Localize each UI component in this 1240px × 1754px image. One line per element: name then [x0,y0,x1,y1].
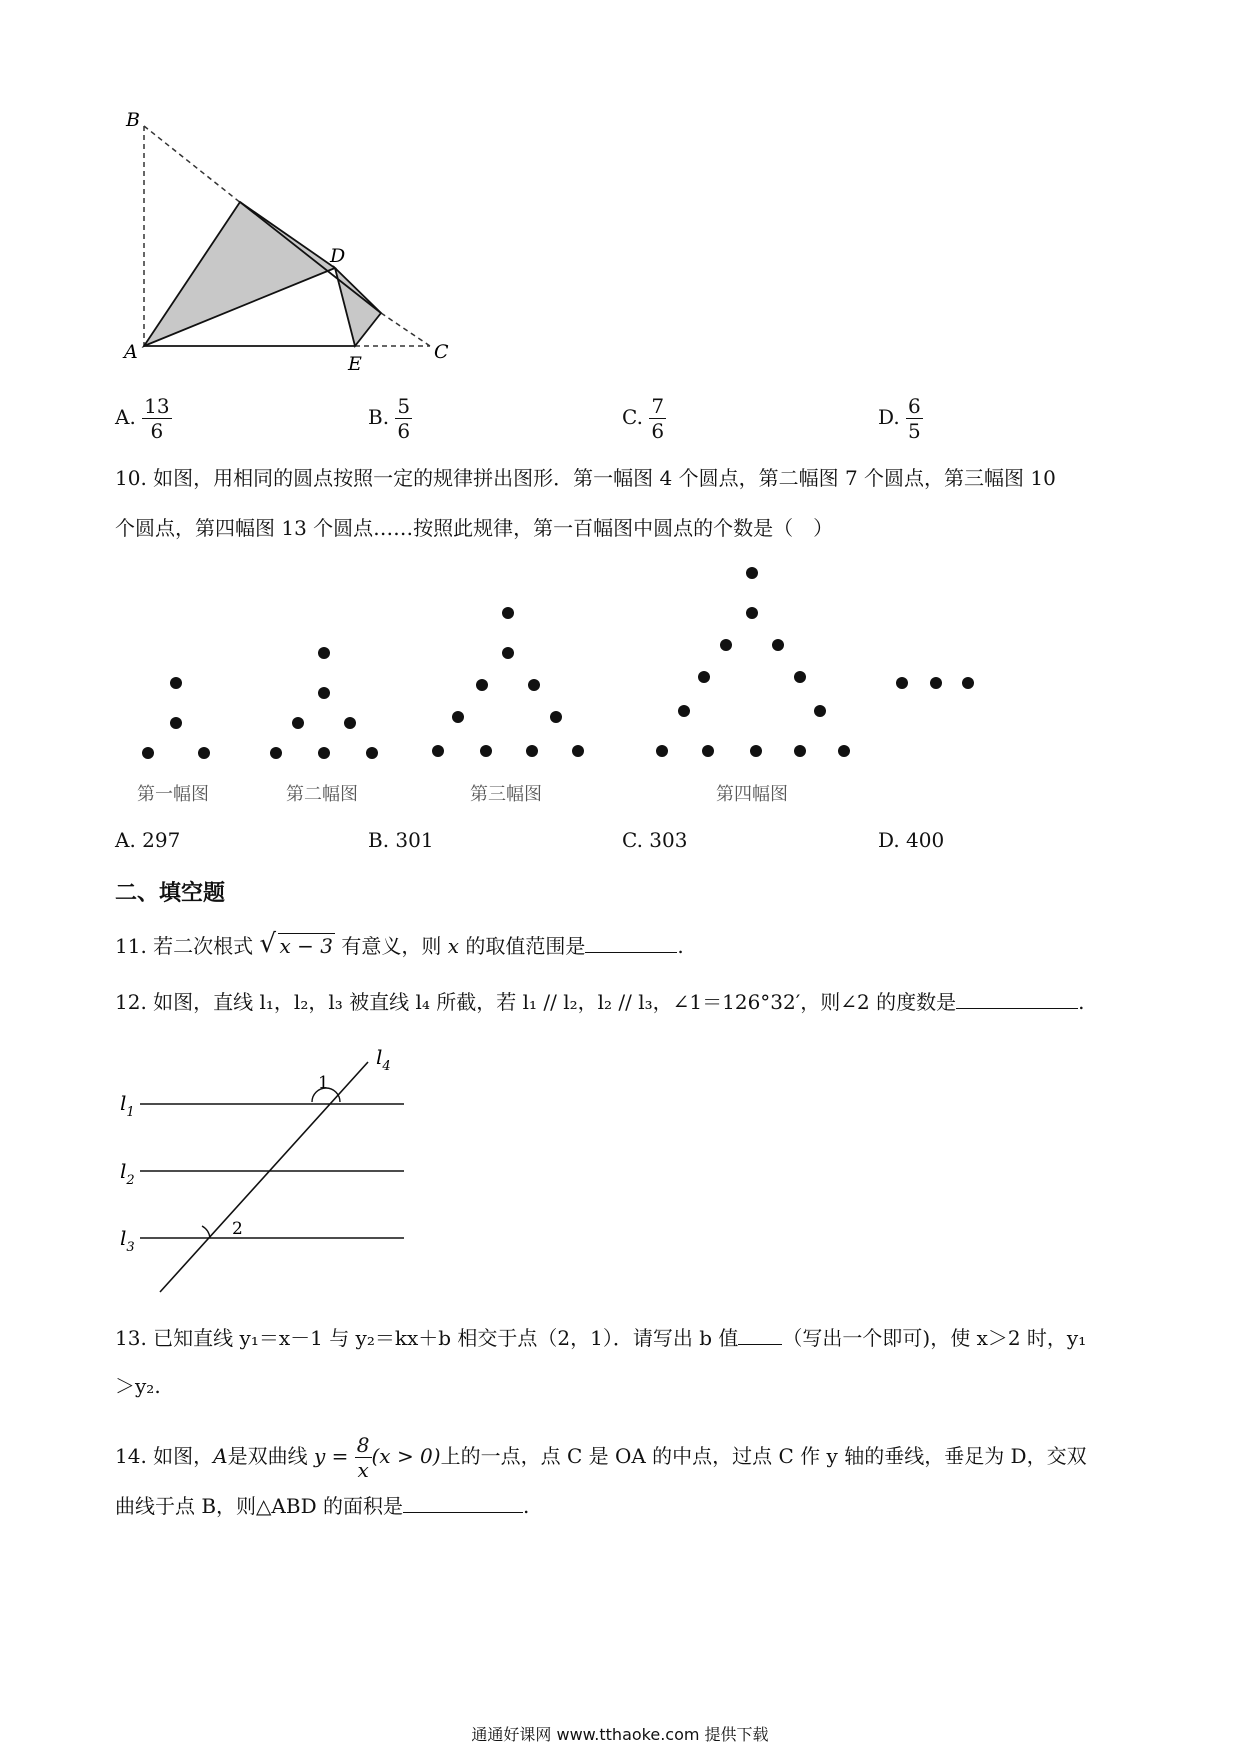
svg-text:l1: $l_1$ [120,1091,135,1120]
q10-caption-1: 第一幅图 [137,784,209,805]
q14-line1: 14. 如图，A是双曲线 y = $\frac{8}{x}$ (x > 0)上的一点，点 C 是 OA 的中点，过点 C 作 y 轴的垂线，垂足为 D，交双 [115,1433,1087,1482]
q13-line2: ＞y₂. [115,1374,161,1398]
q10-dot-pattern [0,555,1240,775]
angle-1-label: 1 [318,1073,329,1093]
q10-line1: 10. 如图，用相同的圆点按照一定的规律拼出图形．第一幅图 4 个圆点，第二幅图 7 个圆点，第三幅图 10 [115,466,1056,490]
q10-option-a: A. 297 [115,828,181,852]
q11-radical: √ x − 3 [259,929,334,959]
q10-caption-3: 第三幅图 [470,784,542,805]
q10-option-d: D. 400 [878,828,945,852]
section-heading-fill-in: 二、填空题 [115,881,226,906]
q10-caption-2: 第二幅图 [286,784,358,805]
q12-parallel-lines-figure [110,1040,430,1300]
label-b: B [126,110,140,131]
q9-option-a: A. $\frac{13}{6}$ [115,394,170,443]
label-a: A [124,341,138,363]
label-e: E [348,353,362,370]
q9-option-c: C. $\frac{7}{6}$ [622,394,665,443]
label-d: D [330,245,346,267]
svg-text:l3: $l_3$ [120,1226,135,1255]
q9-option-b: B. $\frac{5}{6}$ [368,394,411,443]
label-l1: l [120,1091,127,1115]
label-l2: l [120,1159,127,1183]
label-l4: l [376,1045,383,1069]
q10-option-c: C. 303 [622,828,688,852]
q11-line: 11. 若二次根式 √ x − 3 有意义，则 x 的取值范围是 . [115,929,684,959]
svg-text:l2: $l_2$ [120,1159,135,1188]
q12-line: 12. 如图，直线 l₁，l₂，l₃ 被直线 l₄ 所截，若 l₁ // l₂，l₂ // l₃，∠1＝126°32′，则∠2 的度数是 . [115,990,1085,1014]
q14-line2: 曲线于点 B，则△ABD 的面积是 . [115,1494,530,1518]
q13-line1: 13. 已知直线 y₁＝x－1 与 y₂＝kx＋b 相交于点（2，1）．请写出 b 值 （写出一个即可)，使 x＞2 时，y₁ [115,1326,1087,1350]
label-l3: l [120,1226,127,1250]
angle-2-label: 2 [232,1219,243,1239]
q9-option-d: D. $\frac{6}{5}$ [878,394,921,443]
label-c: C [434,341,449,363]
q10-line2: 个圆点，第四幅图 13 个圆点……按照此规律，第一百幅图中圆点的个数是（ ） [115,516,834,540]
svg-text:l4: $l_4$ [376,1045,391,1074]
q9-triangle-figure [110,110,460,370]
q10-option-b: B. 301 [368,828,434,852]
page-footer: 通通好课网 www.tthaoke.com 提供下载 [471,1725,769,1744]
q10-caption-4: 第四幅图 [716,784,788,805]
